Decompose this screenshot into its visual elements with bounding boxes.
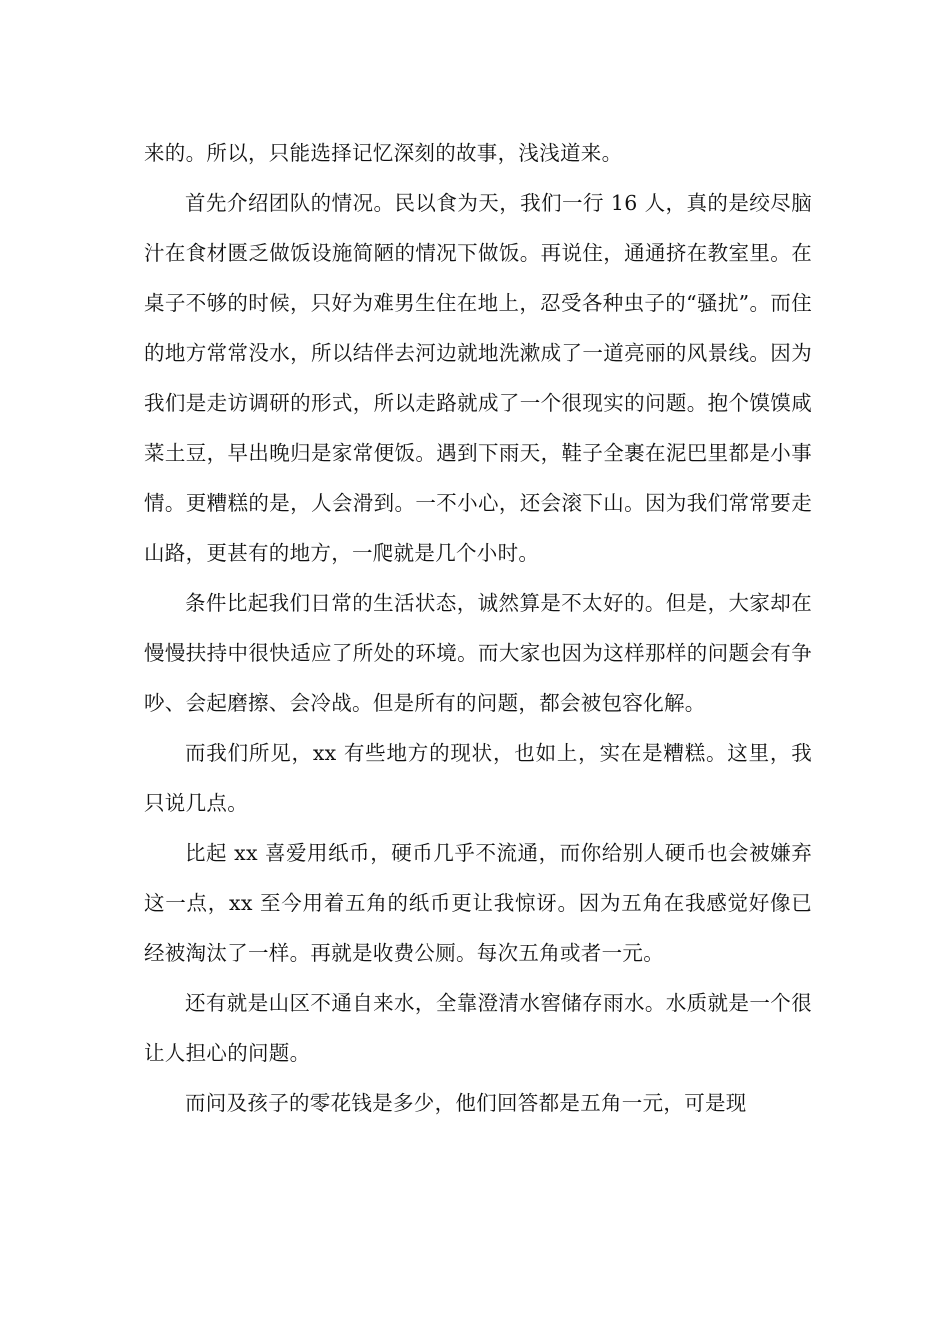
paragraph-team-situation: 首先介绍团队的情况。民以食为天，我们一行 16 人，真的是绞尽脑汁在食材匮乏做饭设施简陋的情况下做饭。再说住，通通挤在教室里。在桌子不够的时候，只好为难男生住在地上，忍受各种虫子的“骚扰”。而住的地方常常没水，所以结伴去河边就地洗漱成了一道亮丽的风景线。因为我们是走访调研的形式，所以走路就成了一个很现实的问题。抱个馍馍咸菜土豆，早出晚归是家常便饭。遇到下雨天，鞋子全裹在泥巴里都是小事情。更糟糕的是，人会滑到。一不小心，还会滚下山。因为我们常常要走山路，更甚有的地方，一爬就是几个小时。 [144, 191, 812, 565]
paragraph-pocket-money: 而问及孩子的零花钱是多少，他们回答都是五角一元，可是现 [185, 1091, 747, 1115]
paragraph-continuation: 来的。所以，只能选择记忆深刻的故事，浅浅道来。 [144, 141, 623, 165]
paragraph-observations: 而我们所见，xx 有些地方的现状，也如上，实在是糟糕。这里，我只说几点。 [144, 741, 812, 815]
paragraph-currency: 比起 xx 喜爱用纸币，硬币几乎不流通，而你给别人硬币也会被嫌弃这一点，xx 至今用着五角的纸币更让我惊讶。因为五角在我感觉好像已经被淘汰了一样。再就是收费公厕。每次五角或者一元。 [144, 841, 812, 965]
paragraph-water: 还有就是山区不通自来水，全靠澄清水窖储存雨水。水质就是一个很让人担心的问题。 [144, 991, 812, 1065]
document-body [144, 128, 812, 1128]
paragraph-conditions: 条件比起我们日常的生活状态，诚然算是不太好的。但是，大家却在慢慢扶持中很快适应了所处的环境。而大家也因为这样那样的问题会有争吵、会起磨擦、会冷战。但是所有的问题，都会被包容化解。 [144, 591, 812, 715]
